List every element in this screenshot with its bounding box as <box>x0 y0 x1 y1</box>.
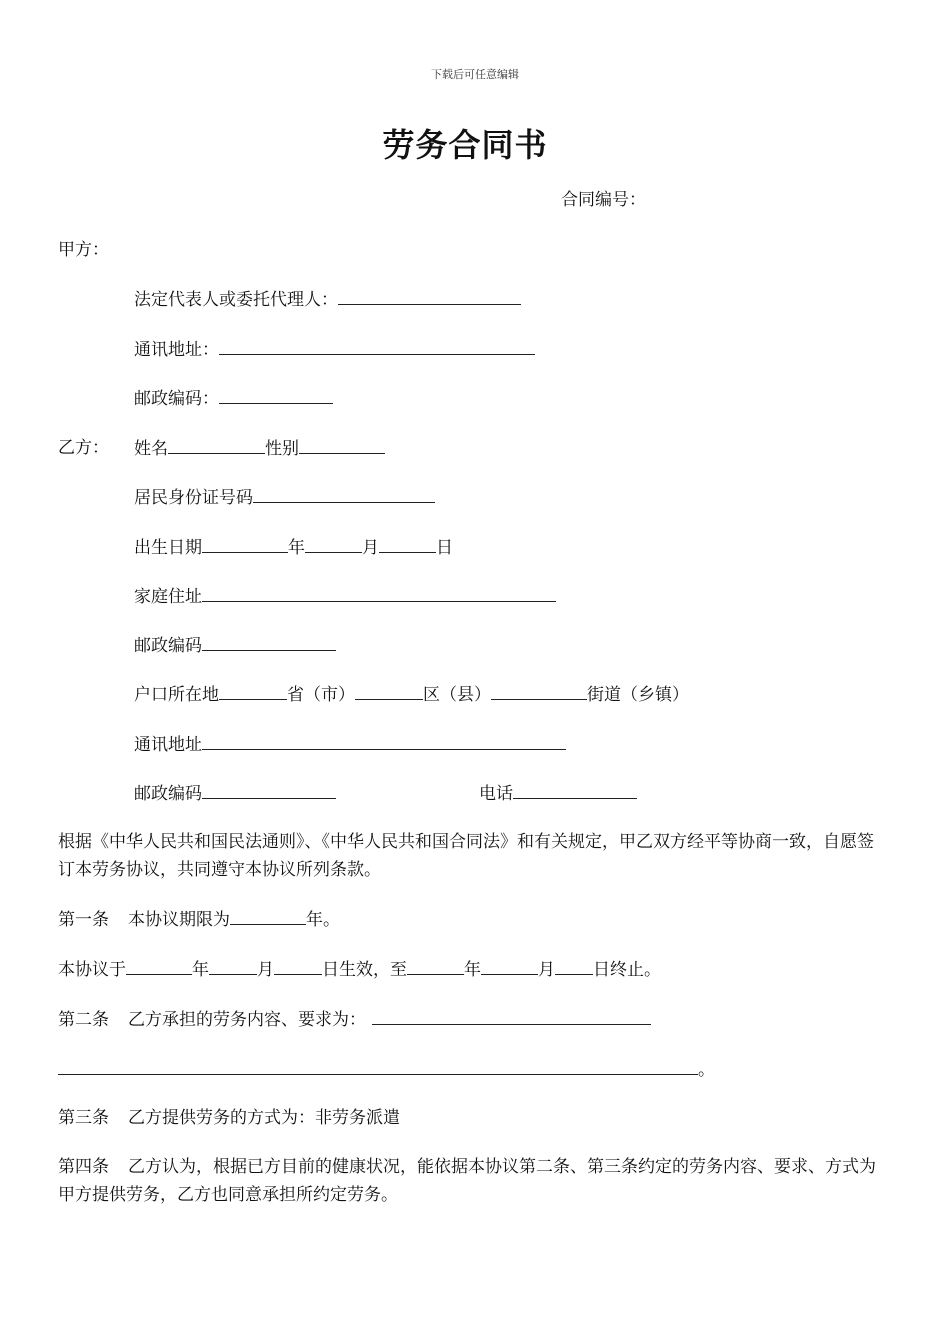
birth-year-label: 年 <box>288 538 305 558</box>
start-day-blank[interactable] <box>274 957 322 975</box>
contract-number-label: 合同编号： <box>561 190 646 210</box>
article3-head: 第三条 <box>58 1108 109 1128</box>
intro-paragraph: 根据《中华人民共和国民法通则》、《中华人民共和国合同法》和有关规定，甲乙双方经平等协商一致，自愿签订本劳务协议，共同遵守本协议所列条款。 <box>58 832 874 880</box>
party-b-id-blank[interactable] <box>253 485 435 503</box>
article2-row <box>58 1007 651 1032</box>
party-b-phone-row <box>479 781 637 806</box>
birth-day-label: 日 <box>436 538 453 558</box>
birth-month-blank[interactable] <box>305 535 362 553</box>
term-end-label: 日终止。 <box>593 960 661 980</box>
party-b-hukou-row <box>134 682 689 707</box>
start-year-label: 年 <box>192 960 209 980</box>
party-a-address-row <box>134 337 535 362</box>
party-b-postcode-blank[interactable] <box>202 633 336 651</box>
party-a-rep-row <box>134 287 521 312</box>
party-b-address-blank[interactable] <box>202 732 566 750</box>
article1-row <box>58 907 340 932</box>
hukou-province-label: 省（市） <box>287 685 355 705</box>
party-b-postcode2-blank[interactable] <box>202 781 336 799</box>
party-b-birth-label: 出生日期 <box>134 538 202 558</box>
birth-year-blank[interactable] <box>202 535 288 553</box>
hukou-district-blank[interactable] <box>355 682 423 700</box>
article1-head: 第一条 <box>58 910 109 930</box>
article2-text: 乙方承担的劳务内容、要求为： <box>128 1010 366 1030</box>
birth-day-blank[interactable] <box>379 535 436 553</box>
party-a-rep-blank[interactable] <box>338 287 521 305</box>
party-b-birth-row <box>134 535 453 560</box>
party-a-rep-label: 法定代表人或委托代理人： <box>134 290 338 310</box>
article3-row <box>58 1106 400 1130</box>
party-b-address-row <box>134 732 566 757</box>
article1-years-blank[interactable] <box>230 907 306 925</box>
article4-text: 乙方认为，根据已方目前的健康状况，能依据本协议第二条、第三条约定的劳务内容、要求、方式为甲方提供劳务，乙方也同意承担所约定劳务。 <box>58 1157 876 1205</box>
party-a-postcode-label: 邮政编码： <box>134 389 219 409</box>
term-row <box>58 957 661 982</box>
party-b-postcode-label: 邮政编码 <box>134 636 202 656</box>
party-a-postcode-row <box>134 386 333 411</box>
hukou-street-blank[interactable] <box>491 682 587 700</box>
article3-text: 乙方提供劳务的方式为：非劳务派遣 <box>128 1108 400 1128</box>
article2-end: 。 <box>698 1060 715 1080</box>
article4-paragraph <box>58 1153 878 1209</box>
article2-continued-row <box>58 1057 715 1082</box>
start-month-blank[interactable] <box>209 957 257 975</box>
hukou-district-label: 区（县） <box>423 685 491 705</box>
end-month-blank[interactable] <box>481 957 538 975</box>
party-b-hukou-label: 户口所在地 <box>134 685 219 705</box>
header-note: 下载后可任意编辑 <box>431 68 519 81</box>
hukou-street-label: 街道（乡镇） <box>587 685 689 705</box>
party-b-name-label: 姓名 <box>134 439 168 459</box>
party-b-name-blank[interactable] <box>168 436 265 454</box>
party-b-label: 乙方： <box>58 438 109 458</box>
party-b-home-row <box>134 584 556 609</box>
end-day-blank[interactable] <box>555 957 593 975</box>
party-b-id-label: 居民身份证号码 <box>134 488 253 508</box>
party-a-label: 甲方： <box>58 240 109 260</box>
article2-content-blank-2[interactable] <box>58 1057 698 1075</box>
birth-month-label: 月 <box>362 538 379 558</box>
party-b-name-row <box>134 436 385 461</box>
party-b-id-row <box>134 485 435 510</box>
party-b-home-label: 家庭住址 <box>134 587 202 607</box>
party-a-address-label: 通讯地址： <box>134 340 219 360</box>
party-b-postcode2-row <box>134 781 336 806</box>
party-b-gender-label: 性别 <box>265 439 299 459</box>
party-b-gender-blank[interactable] <box>299 436 385 454</box>
article1-text: 本协议期限为 <box>128 910 230 930</box>
party-a-postcode-blank[interactable] <box>219 386 333 404</box>
end-year-blank[interactable] <box>407 957 464 975</box>
term-effect-label: 日生效，至 <box>322 960 407 980</box>
party-a-address-blank[interactable] <box>219 337 535 355</box>
document-title: 劳务合同书 <box>382 126 548 164</box>
hukou-province-blank[interactable] <box>219 682 287 700</box>
term-start-label: 本协议于 <box>58 960 126 980</box>
article2-content-blank[interactable] <box>372 1007 651 1025</box>
article2-head: 第二条 <box>58 1010 109 1030</box>
party-b-home-blank[interactable] <box>202 584 556 602</box>
start-month-label: 月 <box>257 960 274 980</box>
article4-head: 第四条 <box>58 1157 109 1177</box>
end-month-label: 月 <box>538 960 555 980</box>
end-year-label: 年 <box>464 960 481 980</box>
party-b-postcode2-label: 邮政编码 <box>134 784 202 804</box>
party-b-phone-blank[interactable] <box>513 781 637 799</box>
article1-end: 年。 <box>306 910 340 930</box>
party-b-phone-label: 电话 <box>479 784 513 804</box>
party-b-postcode-row <box>134 633 336 658</box>
party-b-address-label: 通讯地址 <box>134 735 202 755</box>
start-year-blank[interactable] <box>126 957 192 975</box>
